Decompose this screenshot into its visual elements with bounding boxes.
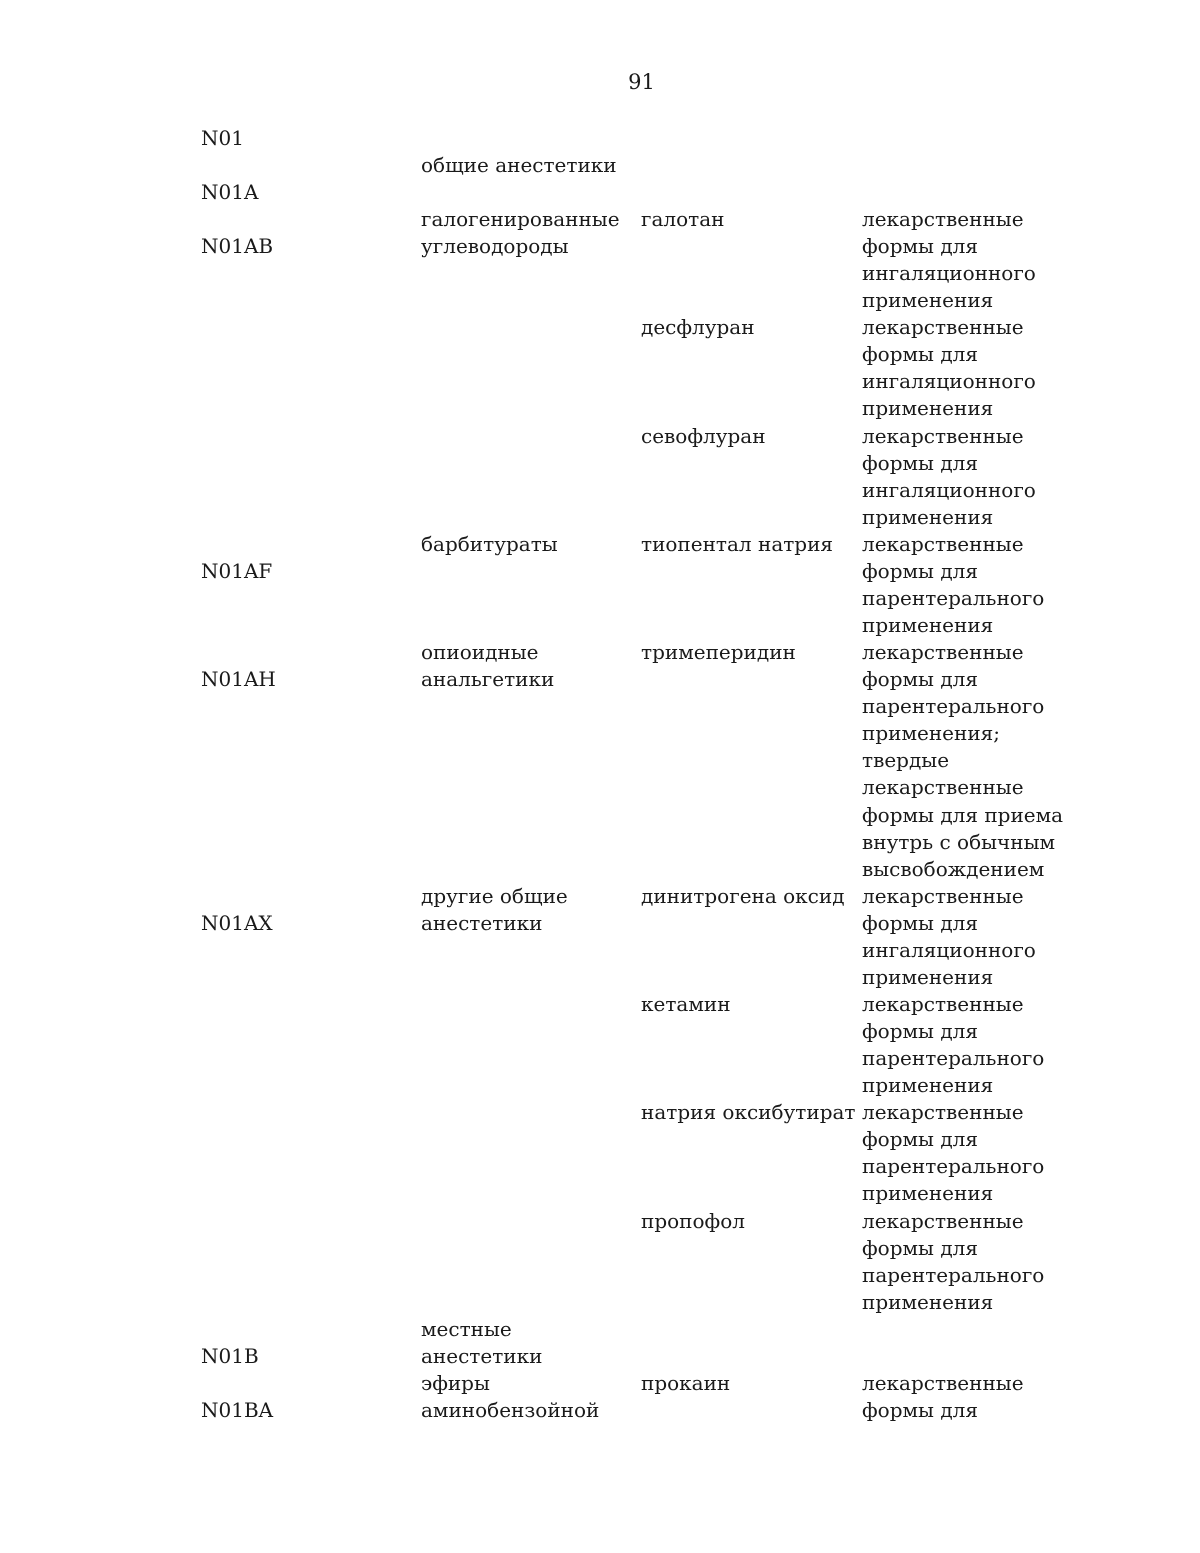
form-ketamine: лекарственные формы для парентерального применения [862,992,1045,1098]
drug-procaine: прокаин [641,1371,731,1395]
atc-code-n01af: N01AF [201,559,273,583]
atc-code-n01a: N01A [201,180,259,204]
atc-code-n01ah: N01AH [201,667,276,691]
form-propofol: лекарственные формы для парентерального применения [862,1209,1045,1315]
form-halothane: лекарственные формы для ингаляционного применения [862,207,1036,313]
form-trimeperidine: лекарственные формы для парентерального применения; твердые лекарственные формы для приема внутрь с обычным высвобождением [862,640,1064,881]
form-nitrous-oxide: лекарственные формы для ингаляционного применения [862,884,1036,990]
group-other-general: другие общие анестетики [421,884,568,936]
drug-thiopental: тиопентал натрия [641,532,834,556]
drug-halothane: галотан [641,207,725,231]
group-halogenated: галогенированные углеводороды [421,207,620,259]
group-barbiturates: барбитураты [421,532,558,556]
drug-propofol: пропофол [641,1209,745,1233]
atc-code-n01ab: N01AB [201,234,274,258]
atc-code-n01b: N01B [201,1344,259,1368]
drug-desflurane: десфлуран [641,315,755,339]
form-sevoflurane: лекарственные формы для ингаляционного применения [862,424,1036,530]
form-thiopental: лекарственные формы для парентерального применения [862,532,1045,638]
drug-oxybutyrate: натрия оксибутират [641,1100,856,1124]
drug-sevoflurane: севофлуран [641,424,766,448]
group-aminobenzoic-esters: эфиры aминобензойной [421,1371,600,1423]
group-opioid-analgesics: опиоидные анальгетики [421,640,555,692]
drug-ketamine: кетамин [641,992,731,1016]
group-local-anesthetics: местные анестетики [421,1317,543,1369]
form-oxybutyrate: лекарственные формы для парентерального применения [862,1100,1045,1206]
atc-code-n01: N01 [201,126,244,150]
drug-trimeperidine: тримеперидин [641,640,796,664]
atc-code-n01ba: N01BA [201,1398,274,1422]
atc-code-n01ax: N01AX [201,911,273,935]
form-procaine: лекарственные формы для [862,1371,1024,1423]
form-desflurane: лекарственные формы для ингаляционного применения [862,315,1036,421]
page-number: 91 [628,70,655,94]
drug-nitrous-oxide: динитрогена оксид [641,884,845,908]
group-general-anesthetics: общие анестетики [421,153,617,177]
